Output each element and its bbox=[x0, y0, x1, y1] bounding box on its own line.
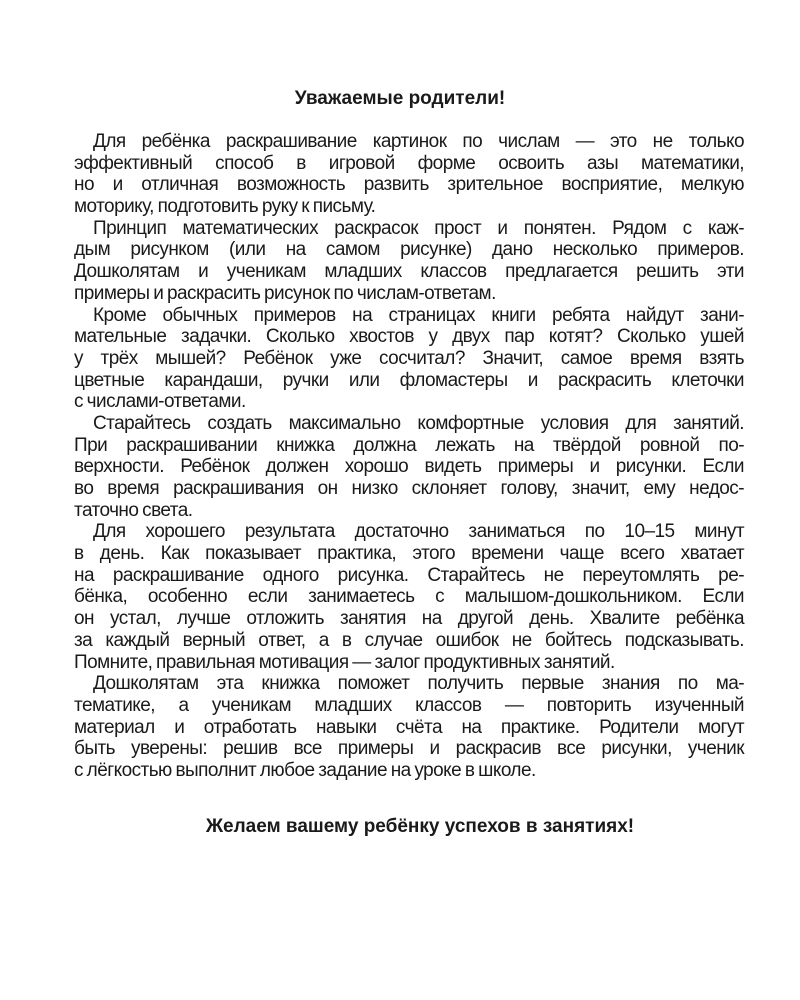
text-line: во время раскрашивания он низко склоняет голову, значит, ему недос- bbox=[74, 478, 744, 499]
text-line: быть уверены: решив все примеры и раскрасив все рисунки, ученик bbox=[74, 738, 744, 760]
paragraph bbox=[74, 673, 744, 781]
paragraph bbox=[74, 131, 744, 218]
text-line: Принцип математических раскрасок прост и понятен. Рядом с каж- bbox=[93, 217, 744, 239]
text-line: за каждый верный ответ, а в случае ошибок не бойтесь подсказывать. bbox=[74, 629, 744, 651]
text-line: Помните, правильная мотивация — залог продуктивных занятий. bbox=[74, 651, 615, 673]
text-line: эффективный способ в игровой форме освоить азы математики, bbox=[74, 152, 744, 174]
paragraph bbox=[74, 521, 744, 673]
text-line: Для хорошего результата достаточно заниматься по 10–15 минут bbox=[93, 521, 744, 543]
paragraph bbox=[74, 413, 744, 521]
text-line: в день. Как показывает практика, этого времени чаще всего хватает bbox=[74, 543, 744, 565]
text-line: При раскрашивании книжка должна лежать на твёрдой ровной по- bbox=[74, 434, 744, 456]
text-line: таточно света. bbox=[74, 499, 193, 521]
text-line: моторику, подготовить руку к письму. bbox=[74, 196, 376, 218]
letter-body bbox=[74, 131, 744, 782]
paragraph bbox=[74, 218, 744, 305]
text-line: дым рисунком (или на самом рисунке) дано несколько примеров. bbox=[74, 239, 744, 261]
text-line: у трёх мышей? Ребёнок уже сосчитал? Значит, самое время взять bbox=[74, 347, 744, 369]
closing-line: Желаем вашему ребёнку успехов в занятиях! bbox=[205, 816, 635, 837]
text-line: он устал, лучше отложить занятия на другой день. Хвалите ребёнка bbox=[74, 608, 744, 630]
text-line: мательные задачки. Сколько хвостов у двух пар котят? Сколько ушей bbox=[74, 326, 744, 348]
text-line: цветные карандаши, ручки или фломастеры и раскрасить клеточки bbox=[74, 369, 744, 391]
text-line: верхности. Ребёнок должен хорошо видеть примеры и рисунки. Если bbox=[74, 456, 744, 478]
text-line: Дошколятам эта книжка поможет получить первые знания по ма- bbox=[93, 673, 744, 695]
page-title: Уважаемые родители! bbox=[294, 88, 506, 109]
text-line: на раскрашивание одного рисунка. Старайтесь не переутомлять ре- bbox=[74, 564, 744, 586]
text-line: тематике, а ученикам младших классов — повторить изученный bbox=[74, 694, 744, 716]
text-line: с лёгкостью выполнит любое задание на уроке в школе. bbox=[74, 759, 536, 781]
text-line: Дошколятам и ученикам младших классов предлагается решить эти bbox=[74, 261, 744, 283]
text-line: с числами-ответами. bbox=[74, 391, 246, 413]
text-line: примеры и раскрасить рисунок по числам-ответам. bbox=[74, 282, 496, 304]
text-line: Кроме обычных примеров на страницах книги ребята найдут зани- bbox=[93, 304, 744, 326]
text-line: но и отличная возможность развить зрительное восприятие, мелкую bbox=[74, 174, 744, 196]
text-line: материал и отработать навыки счёта на практике. Родители могут bbox=[74, 716, 744, 738]
text-line: Для ребёнка раскрашивание картинок по числам — это не только bbox=[93, 131, 744, 152]
text-line: Старайтесь создать максимально комфортные условия для занятий. bbox=[93, 412, 744, 434]
paragraph bbox=[74, 305, 744, 413]
text-line: бёнка, особенно если занимаетесь с малышом-дошкольником. Если bbox=[74, 586, 744, 608]
